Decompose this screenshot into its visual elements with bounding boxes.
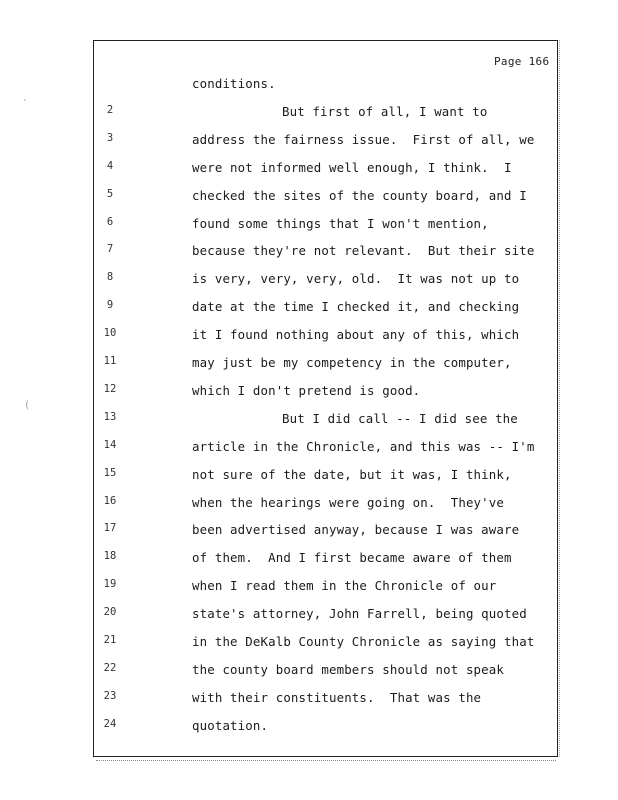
scan-speck: ( (24, 400, 31, 411)
transcript-line (0, 188, 618, 208)
line-text: is very, very, very, old. It was not up to (192, 271, 520, 287)
page-number-label: Page 166 (494, 55, 550, 68)
transcript-line (0, 662, 618, 682)
transcript-line (0, 718, 618, 738)
transcript-line (0, 299, 618, 319)
line-number: 9 (106, 299, 114, 312)
transcript-line (0, 271, 618, 291)
line-text: of them. And I first became aware of them (192, 550, 512, 566)
line-text: which I don't pretend is good. (192, 382, 421, 398)
line-number: 14 (103, 438, 117, 451)
line-text: when I read them in the Chronicle of our (192, 578, 497, 594)
transcript-line (0, 411, 618, 431)
line-number: 2 (106, 103, 114, 116)
line-number: 15 (103, 466, 117, 479)
line-number: 11 (103, 355, 117, 367)
line-number: 16 (103, 494, 117, 507)
line-text: But first of all, I want to (282, 103, 488, 119)
line-text: been advertised anyway, because I was aware (192, 522, 520, 538)
line-text: may just be my competency in the computer, (192, 355, 512, 370)
line-number: 5 (106, 187, 114, 200)
line-text: in the DeKalb County Chronicle as saying that (192, 634, 535, 649)
line-text: were not informed well enough, I think. I (192, 159, 512, 175)
transcript-line (0, 606, 618, 626)
line-text: with their constituents. That was the (192, 689, 482, 705)
line-text: article in the Chronicle, and this was -- I'm (192, 438, 535, 454)
line-number: 24 (103, 717, 117, 730)
transcript-line (0, 76, 618, 96)
transcript-line (0, 160, 618, 180)
line-number: 7 (106, 243, 114, 256)
transcript-line (0, 104, 618, 124)
line-text: when the hearings were going on. They've (192, 494, 505, 510)
line-number: 4 (106, 159, 114, 172)
line-number: 17 (103, 522, 117, 535)
line-text: address the fairness issue. First of all, we (192, 131, 535, 147)
transcript-line (0, 578, 618, 598)
line-number: 10 (103, 327, 117, 340)
transcript-line (0, 216, 618, 236)
line-number: 13 (103, 410, 117, 423)
line-number: 19 (103, 578, 117, 591)
line-text: found some things that I won't mention, (192, 215, 489, 231)
transcript-line (0, 550, 618, 570)
line-text: quotation. (192, 717, 269, 733)
line-text: it I found nothing about any of this, which (192, 327, 520, 343)
line-text: because they're not relevant. But their site (192, 243, 535, 259)
line-text: checked the sites of the county board, and I (192, 187, 527, 203)
line-number: 20 (103, 606, 117, 619)
line-number: 3 (106, 131, 114, 144)
transcript-line (0, 243, 618, 263)
line-text: the county board members should not speak (192, 661, 505, 677)
line-text: But I did call -- I did see the (282, 410, 518, 426)
footer-rule (96, 760, 556, 765)
transcript-line (0, 522, 618, 542)
line-number: 18 (103, 550, 117, 563)
line-number: 6 (106, 215, 114, 228)
transcript-line (0, 132, 618, 152)
transcript-line (0, 690, 618, 710)
transcript-line (0, 355, 618, 375)
scan-speck: · (22, 95, 29, 106)
line-number: 21 (103, 634, 117, 646)
transcript-line (0, 495, 618, 515)
transcript-line (0, 439, 618, 459)
transcript-line (0, 327, 618, 347)
transcript-line (0, 383, 618, 403)
line-text: not sure of the date, but it was, I think, (192, 466, 512, 482)
transcript-line (0, 467, 618, 487)
line-text: conditions. (192, 76, 276, 91)
line-text: date at the time I checked it, and checking (192, 299, 520, 315)
line-text: state's attorney, John Farrell, being quoted (192, 606, 527, 622)
line-number: 22 (103, 661, 117, 674)
transcript-line (0, 634, 618, 654)
line-number: 8 (106, 271, 114, 284)
line-number: 12 (103, 382, 117, 395)
line-number: 23 (103, 689, 117, 702)
